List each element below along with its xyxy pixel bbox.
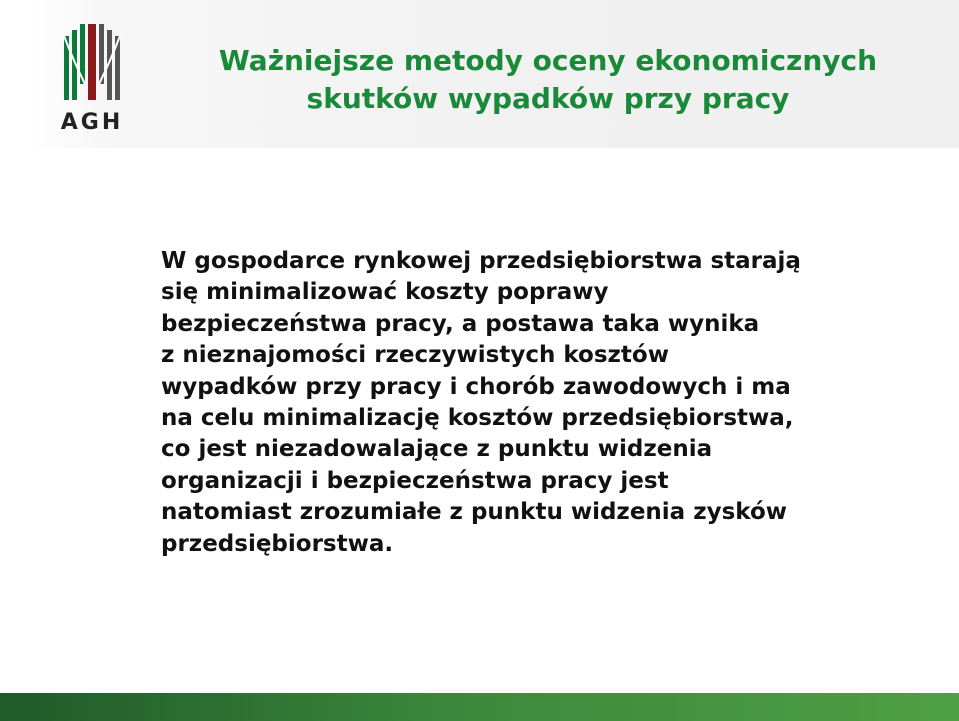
agh-logo-emblem [58, 22, 126, 110]
body-line: wypadków przy pracy i chorób zawodowych i ma [161, 373, 791, 400]
body-line: bezpieczeństwa pracy, a postawa taka wynika [161, 310, 760, 337]
body-line: co jest niezadowalające z punktu widzenia [161, 436, 713, 463]
body-paragraph [161, 246, 921, 560]
body-line: przedsiębiorstwa. [161, 530, 394, 557]
body-line: W gospodarce rynkowej przedsiębiorstwa starają [161, 248, 801, 274]
body-line: się minimalizować koszty poprawy [161, 279, 609, 306]
body-line: natomiast zrozumiałe z punktu widzenia zysków [161, 499, 787, 526]
body-line: organizacji i bezpieczeństwa pracy jest [161, 467, 669, 494]
page-title [158, 42, 938, 118]
title-line-1: Ważniejsze metody oceny ekonomicznych [218, 44, 878, 77]
logo-text: AGH [60, 110, 124, 135]
title-line-2: skutków wypadków przy pracy [306, 82, 790, 115]
footer-bar [0, 693, 959, 721]
body-line: na celu minimalizację kosztów przedsiębiorstwa, [161, 405, 794, 432]
body-line: z nieznajomości rzeczywistych kosztów [161, 342, 669, 369]
agh-logo [58, 22, 126, 140]
